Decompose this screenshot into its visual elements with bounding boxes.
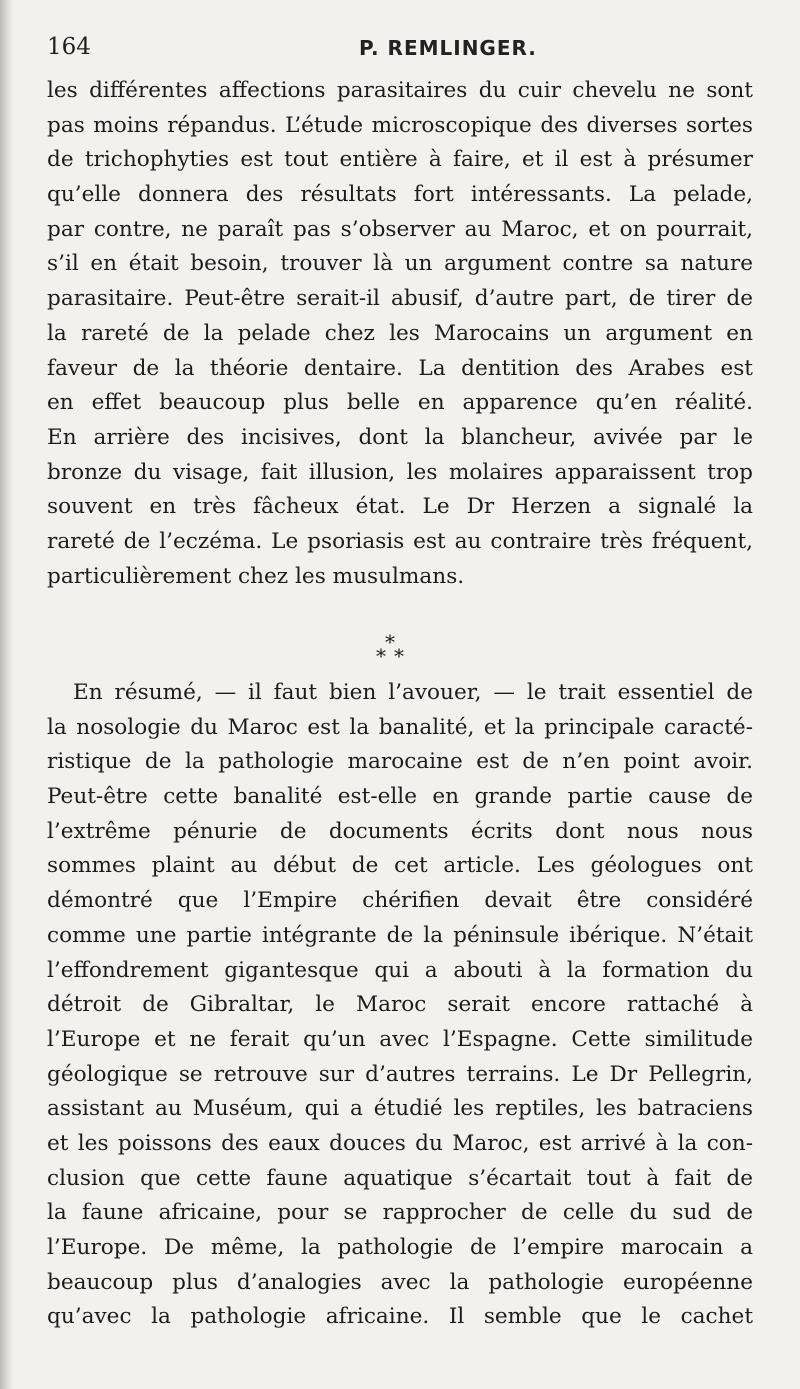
text-line: détroit de Gibraltar, le Maroc serait encore rattaché à: [47, 992, 753, 1018]
text-line: sommes plaint au début de cet article. Les géologues ont: [47, 853, 753, 879]
paragraph-summary: [47, 676, 753, 1335]
text-line: l’Europe. De même, la pathologie de l’empire marocain a: [47, 1235, 753, 1260]
text-line: en effet beaucoup plus belle en apparence qu’en réalité.: [47, 390, 753, 416]
text-line: En arrière des incisives, dont la blancheur, avivée par le: [47, 424, 753, 450]
text-line: pas moins répandus. L’étude microscopique des diverses sortes: [47, 112, 753, 138]
text-line: faveur de la théorie dentaire. La dentition des Arabes est: [47, 355, 753, 381]
text-line: démontré que l’Empire chérifien devait être considéré: [47, 888, 753, 914]
text-line: qu’avec la pathologie africaine. Il semble que le cachet: [47, 1304, 753, 1330]
asterism-star: *: [394, 644, 404, 668]
text-line: comme une partie intégrante de la péninsule ibérique. N’était: [47, 922, 753, 948]
asterism-star: *: [376, 644, 386, 668]
text-line: la faune africaine, pour se rapprocher de celle du sud de: [47, 1200, 753, 1226]
text-line: En résumé, — il faut bien l’avouer, — le trait essentiel de: [73, 680, 753, 705]
text-line: rareté de l’eczéma. Le psoriasis est au contraire très fréquent,: [47, 528, 753, 554]
text-line: et les poissons des eaux douces du Maroc, est arrivé à la con-: [47, 1130, 753, 1156]
text-line: la rareté de la pelade chez les Marocains un argument en: [47, 320, 753, 346]
text-line: Peut-être cette banalité est-elle en grande partie cause de: [47, 784, 753, 810]
text-line: l’Europe et ne ferait qu’un avec l’Espagne. Cette similitude: [47, 1026, 753, 1052]
text-line: qu’elle donnera des résultats fort intéressants. La pelade,: [47, 182, 753, 208]
text-line: l’extrême pénurie de documents écrits dont nous nous: [47, 818, 753, 844]
text-line: clusion que cette faune aquatique s’écartait tout à fait de: [47, 1165, 753, 1191]
text-line: particulièrement chez les musulmans.: [47, 563, 465, 589]
text-line: de trichophyties est tout entière à faire, et il est à présumer: [47, 147, 753, 173]
running-head-author: P. REMLINGER.: [359, 36, 537, 60]
text-line: bronze du visage, fait illusion, les molaires apparaissent trop: [47, 459, 753, 485]
page-gutter-shadow: [0, 0, 14, 1389]
paragraph-skin-diseases: [47, 74, 753, 594]
text-line: souvent en très fâcheux état. Le Dr Herzen a signalé la: [47, 494, 753, 520]
text-line: assistant au Muséum, qui a étudié les reptiles, les batraciens: [47, 1096, 753, 1122]
text-line: s’il en était besoin, trouver là un argument contre sa nature: [47, 251, 753, 277]
text-line: l’effondrement gigantesque qui a abouti à la formation du: [47, 957, 753, 983]
text-line: les différentes affections parasitaires du cuir chevelu ne sont: [47, 78, 753, 103]
text-line: parasitaire. Peut-être serait-il abusif, d’autre part, de tirer de: [47, 286, 753, 312]
text-line: géologique se retrouve sur d’autres terrains. Le Dr Pellegrin,: [47, 1061, 753, 1087]
asterism-star: *: [385, 630, 395, 654]
text-line: ristique de la pathologie marocaine est de n’en point avoir.: [47, 749, 753, 775]
text-line: la nosologie du Maroc est la banalité, et la principale caracté-: [47, 714, 753, 740]
section-separator-asterism: [372, 630, 412, 674]
text-line: beaucoup plus d’analogies avec la pathologie européenne: [47, 1269, 753, 1295]
text-line: par contre, ne paraît pas s’observer au Maroc, et on pourrait,: [47, 216, 753, 242]
page-number: 164: [47, 34, 91, 60]
page-header: [47, 30, 760, 66]
